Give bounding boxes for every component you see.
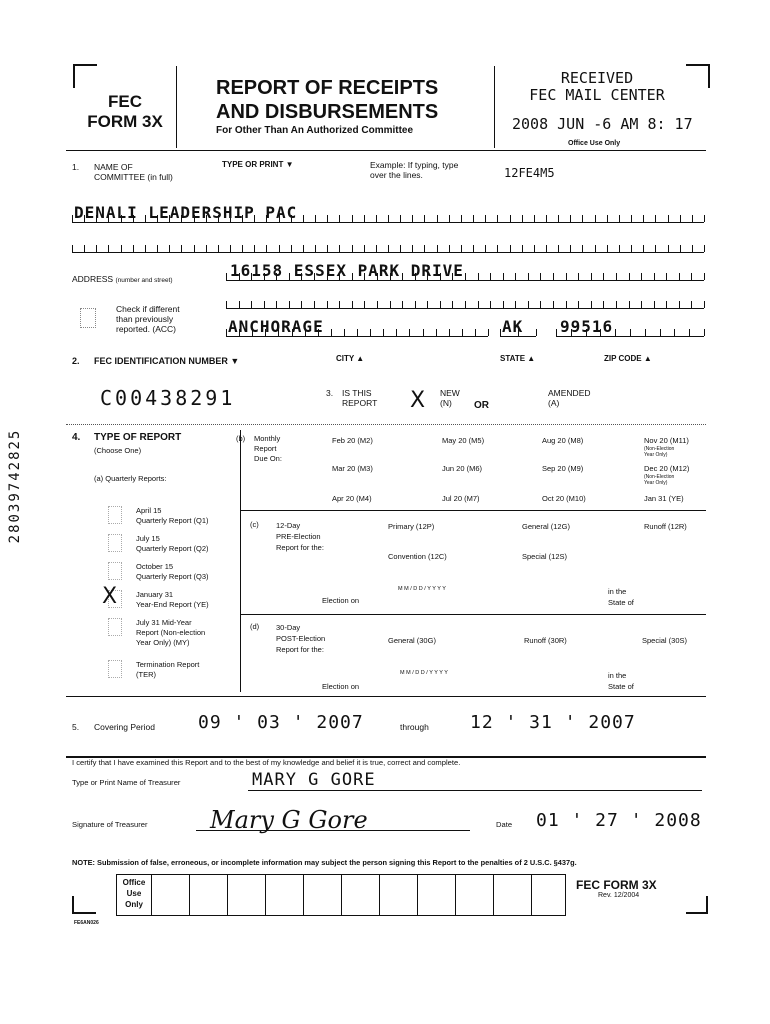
monthly-report-option[interactable]: Aug 20 (M8)	[542, 436, 584, 445]
post-election-label: 30-Day POST-Election Report for the:	[276, 623, 326, 654]
treasurer-signature-label: Signature of Treasurer	[72, 820, 148, 829]
special-30s-option[interactable]: Special (30S)	[642, 636, 688, 645]
fec-id-label: FEC IDENTIFICATION NUMBER ▼	[94, 356, 240, 366]
corner-mark-top-left	[73, 64, 97, 88]
office-use-cell-divider	[341, 875, 342, 915]
monthly-report-option[interactable]: Jan 31 (YE)	[644, 494, 684, 503]
example-label: Example: If typing, type over the lines.	[370, 160, 459, 180]
committee-name-label: NAME OF COMMITTEE (in full)	[94, 162, 173, 182]
state-label: STATE ▲	[500, 354, 536, 363]
office-use-cell-divider	[417, 875, 418, 915]
office-use-cell-divider	[227, 875, 228, 915]
quarterly-report-checkbox[interactable]	[108, 660, 122, 678]
quarterly-report-option[interactable]: October 15 Quarterly Report (Q3)	[136, 562, 209, 581]
monthly-report-option[interactable]: Sep 20 (M9)	[542, 464, 584, 473]
quarterly-reports-label: (a) Quarterly Reports:	[94, 474, 167, 483]
post-election-date-template: M M / D D / Y Y Y Y	[400, 670, 448, 676]
office-use-cell-divider	[455, 875, 456, 915]
convention-12c-option[interactable]: Convention (12C)	[388, 552, 447, 561]
office-use-cell-divider	[303, 875, 304, 915]
fec-id-value: C00438291	[100, 386, 236, 410]
post-election-d-label: (d)	[250, 622, 260, 631]
post-election-election-on-label: Election on	[322, 682, 360, 691]
corner-mark-top-right	[686, 64, 710, 88]
quarterly-report-checkbox[interactable]	[108, 506, 122, 524]
pre-election-state-of-label: in the State of	[608, 587, 634, 607]
header-rule	[66, 150, 706, 151]
non-election-note: (Non-Election Year Only)	[644, 446, 675, 458]
pre-election-election-on-label: Election on	[322, 596, 360, 605]
date-value[interactable]: 01 ' 27 ' 2008	[536, 810, 702, 831]
office-use-table	[116, 874, 566, 916]
footer-corner-left	[72, 896, 96, 914]
quarterly-report-option[interactable]: July 31 Mid-Year Report (Non-election Year Only) (MY)	[136, 618, 206, 647]
office-use-cell-divider	[189, 875, 190, 915]
quarterly-report-checkbox[interactable]	[108, 534, 122, 552]
through-label: through	[400, 722, 429, 732]
amended-report-label: AMENDED (A)	[548, 388, 591, 408]
section-3-separator	[66, 424, 706, 425]
primary-12p-option[interactable]: Primary (12P)	[388, 522, 435, 531]
office-use-cell-divider	[493, 875, 494, 915]
quarterly-report-option[interactable]: April 15 Quarterly Report (Q1)	[136, 506, 209, 525]
header-divider-right	[494, 66, 495, 148]
pre-election-label: 12-Day PRE-Election Report for the:	[276, 521, 324, 552]
date-label: Date	[496, 820, 513, 829]
section-4-divider	[240, 430, 241, 692]
treasurer-name-value[interactable]: MARY G GORE	[252, 770, 376, 790]
is-this-report-label: IS THIS REPORT	[342, 388, 378, 408]
type-of-report-label: TYPE OF REPORT	[94, 432, 182, 443]
footer-form-label: FEC FORM 3X Rev. 12/2004	[576, 878, 657, 899]
form-name: FEC FORM 3X	[87, 92, 163, 131]
office-use-cell-divider	[265, 875, 266, 915]
section-1-number: 1.	[72, 162, 80, 172]
city-value: ANCHORAGE	[228, 317, 324, 336]
monthly-report-option[interactable]: Mar 20 (M3)	[332, 464, 373, 473]
address-field-line2[interactable]	[226, 296, 704, 309]
office-use-only-label: Office Use Only	[568, 140, 621, 147]
general-12g-option[interactable]: General (12G)	[522, 522, 570, 531]
form-title: REPORT OF RECEIPTS AND DISBURSEMENTS For Other Than An Authorized Committee	[216, 77, 439, 136]
quarterly-report-option[interactable]: January 31 Year-End Report (YE)	[136, 590, 209, 609]
runoff-30r-option[interactable]: Runoff (30R)	[524, 636, 567, 645]
pre-election-c-label: (c)	[250, 520, 259, 529]
section-4-number: 4.	[72, 432, 81, 443]
certification-statement: I certify that I have examined this Report and to the best of my knowledge and belief it is true, correct and complete.	[72, 758, 461, 767]
section-2-number: 2.	[72, 356, 80, 366]
monthly-report-option[interactable]: Dec 20 (M12)	[644, 464, 690, 473]
special-12s-option[interactable]: Special (12S)	[522, 552, 568, 561]
committee-name-field-line2[interactable]	[72, 240, 704, 253]
covering-period-to[interactable]: 12 ' 31 ' 2007	[470, 712, 636, 733]
quarterly-report-option[interactable]: July 15 Quarterly Report (Q2)	[136, 534, 209, 553]
received-stamp: RECEIVED FEC MAIL CENTER 2008 JUN -6 AM 8: 17	[512, 69, 693, 133]
or-label: OR	[474, 400, 489, 411]
section-4-bottom-rule	[66, 696, 706, 697]
pre-election-date-template: M M / D D / Y Y Y Y	[398, 586, 446, 592]
treasurer-signature[interactable]: Mary G Gore	[210, 806, 368, 834]
section-4c-rule	[240, 510, 706, 511]
footer-corner-right	[686, 896, 708, 914]
post-election-state-of-label: in the State of	[608, 671, 634, 691]
monthly-report-option[interactable]: Feb 20 (M2)	[332, 436, 373, 445]
header-divider-left	[176, 66, 177, 148]
covering-period-from[interactable]: 09 ' 03 ' 2007	[198, 712, 364, 733]
new-report-label: NEW (N)	[440, 388, 460, 408]
quarterly-report-option[interactable]: Termination Report (TER)	[136, 660, 200, 679]
monthly-report-option[interactable]: Apr 20 (M4)	[332, 494, 372, 503]
address-change-checkbox-label: Check if different than previously reported. (ACC)	[116, 304, 180, 334]
non-election-note: (Non-Election Year Only)	[644, 474, 675, 486]
committee-name-value: DENALI LEADERSHIP PAC	[74, 203, 298, 222]
monthly-b-label: (b)	[236, 434, 246, 443]
new-report-checkmark[interactable]: X	[410, 388, 426, 413]
form-code: FE6AN026	[74, 920, 99, 926]
monthly-report-option[interactable]: Nov 20 (M11)	[644, 436, 689, 445]
office-use-cell-divider	[151, 875, 152, 915]
office-use-label: Office Use Only	[122, 878, 146, 909]
section-3-number: 3.	[326, 388, 334, 398]
committee-code: 12FE4M5	[504, 166, 555, 180]
office-use-cell-divider	[531, 875, 532, 915]
address-label: ADDRESS (number and street)	[72, 274, 173, 284]
monthly-report-label: Monthly Report Due On:	[254, 434, 282, 463]
treasurer-name-line	[248, 790, 702, 791]
quarterly-report-checkbox[interactable]	[108, 562, 122, 580]
covering-period-label: Covering Period	[94, 722, 155, 732]
monthly-report-option[interactable]: May 20 (M5)	[442, 436, 485, 445]
runoff-12r-option[interactable]: Runoff (12R)	[644, 522, 687, 531]
treasurer-name-label: Type or Print Name of Treasurer	[72, 778, 181, 787]
quarterly-report-checkbox[interactable]	[108, 618, 122, 636]
address-value: 16158 ESSEX PARK DRIVE	[230, 261, 464, 280]
general-30g-option[interactable]: General (30G)	[388, 636, 436, 645]
section-4d-rule	[240, 614, 706, 615]
section-5-number: 5.	[72, 722, 80, 732]
choose-one-label: (Choose One)	[94, 446, 142, 455]
zip-value: 99516	[560, 317, 614, 336]
office-use-cell-divider	[379, 875, 380, 915]
city-label: CITY ▲	[336, 354, 365, 363]
address-change-checkbox[interactable]	[80, 308, 96, 328]
year-end-checkmark[interactable]: X	[102, 584, 118, 609]
monthly-report-option[interactable]: Jun 20 (M6)	[442, 464, 483, 473]
state-value: AK	[502, 317, 524, 336]
zip-label: ZIP CODE ▲	[604, 354, 652, 363]
penalty-note: NOTE: Submission of false, erroneous, or incomplete information may subject the person signing this Report to the penalties of 2 U.S.C. §437g.	[72, 858, 577, 867]
monthly-report-option[interactable]: Jul 20 (M7)	[442, 494, 480, 503]
type-or-print-label: TYPE OR PRINT ▼	[222, 160, 294, 169]
side-document-number: 28039742825	[7, 428, 23, 544]
monthly-report-option[interactable]: Oct 20 (M10)	[542, 494, 586, 503]
